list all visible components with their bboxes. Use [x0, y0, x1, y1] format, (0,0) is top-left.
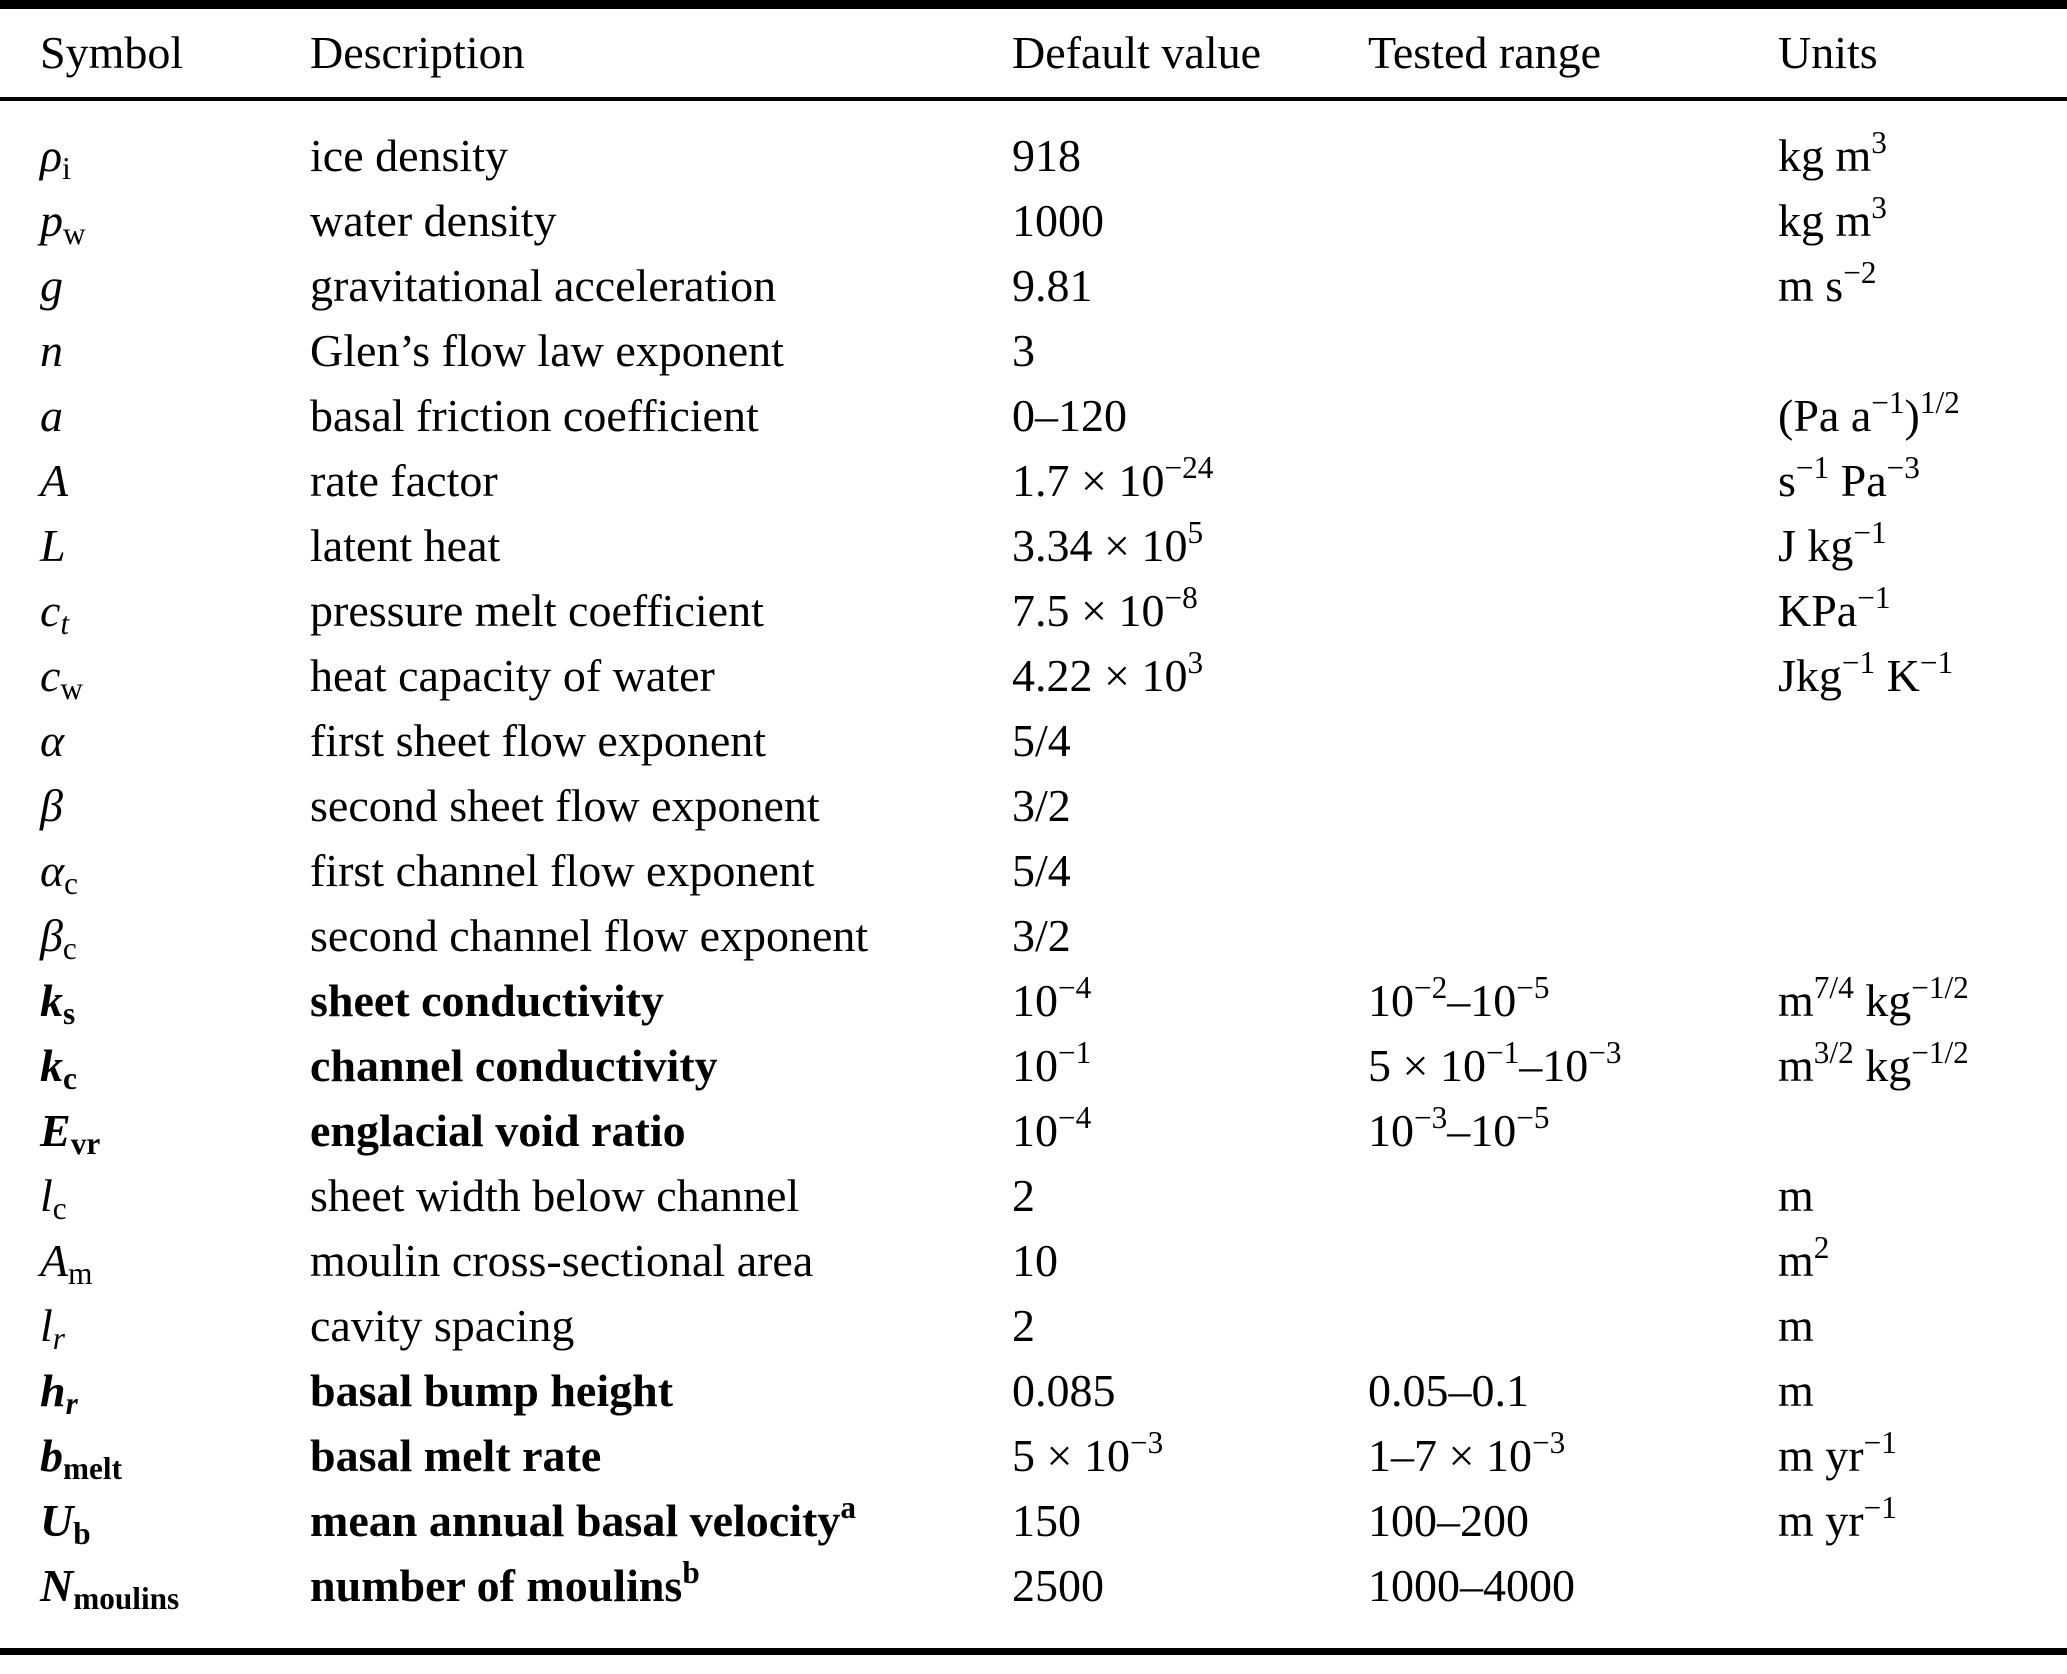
symbol-cell: $b_{melt}$ — [40, 1429, 123, 1487]
symbol-cell: g — [40, 259, 63, 311]
default-value-cell: 0.085 — [1012, 1364, 1116, 1416]
units-cell: KPa$^{-1}$ — [1778, 580, 1891, 636]
default-value-cell: $7.5 \times 10^{-8}$ — [1012, 580, 1198, 636]
tested-range-cell: 1000–4000 — [1368, 1559, 1575, 1611]
units-cell — [1778, 838, 2067, 903]
tested-range-cell: $10^{-3}-10^{-5}$ — [1368, 1100, 1550, 1156]
units-cell: m — [1778, 1299, 1814, 1351]
symbol-cell: $A_m$ — [40, 1234, 93, 1292]
symbol-cell: A — [40, 454, 69, 506]
symbol-cell: $E_{vr}$ — [40, 1104, 101, 1162]
tested-range-cell — [1368, 1228, 1778, 1293]
description-cell: cavity spacing — [310, 1299, 575, 1351]
table-row — [0, 253, 2067, 318]
table-row — [0, 1228, 2067, 1293]
units-cell: kg $m^3$ — [1778, 125, 1887, 181]
units-cell: $m^{3/2}$ $kg^{-1/2}$ — [1778, 1035, 1969, 1091]
units-cell — [1778, 1553, 2067, 1652]
description-cell: water density — [310, 194, 557, 246]
description-cell: first channel flow exponent — [310, 844, 815, 896]
units-cell: kg $m^3$ — [1778, 190, 1887, 246]
default-value-cell: $4.22 \times 10^3$ — [1012, 645, 1204, 701]
units-cell — [1778, 318, 2067, 383]
tested-range-cell — [1368, 253, 1778, 318]
default-value-cell: 3/2 — [1012, 779, 1071, 831]
symbol-cell: $\alpha_c$ — [40, 844, 79, 902]
description-cell: Glen’s flow law exponent — [310, 324, 784, 376]
units-cell: m $yr^{-1}$ — [1778, 1490, 1897, 1546]
symbol-cell: $\rho_i$ — [40, 129, 71, 187]
default-value-cell: 0–120 — [1012, 389, 1127, 441]
units-cell: m — [1778, 1364, 1814, 1416]
units-cell: $m^{7/4}$ $kg^{-1/2}$ — [1778, 970, 1969, 1026]
symbol-cell: $h_r$ — [40, 1364, 78, 1422]
default-value-cell: 3 — [1012, 324, 1035, 376]
symbol-cell: n — [40, 324, 63, 376]
tested-range-cell — [1368, 1163, 1778, 1228]
table-row — [0, 99, 2067, 188]
units-cell: m $s^{-2}$ — [1778, 255, 1877, 311]
table-row — [0, 838, 2067, 903]
table-row — [0, 188, 2067, 253]
symbol-cell: $k_c$ — [40, 1039, 77, 1097]
table-row — [0, 1163, 2067, 1228]
table-row — [0, 1488, 2067, 1553]
description-cell: second sheet flow exponent — [310, 779, 820, 831]
default-value-cell: 10 — [1012, 1234, 1058, 1286]
description-cell: heat capacity of water — [310, 649, 715, 701]
tested-range-cell — [1368, 318, 1778, 383]
symbol-cell: α — [40, 714, 65, 766]
table-row — [0, 383, 2067, 448]
description-cell: basal friction coefficient — [310, 389, 759, 441]
column-header-default-value: Default value — [1012, 5, 1368, 100]
units-cell — [1778, 903, 2067, 968]
table-row — [0, 708, 2067, 773]
tested-range-cell: $1-7 \times 10^{-3}$ — [1368, 1425, 1566, 1481]
default-value-cell: 918 — [1012, 129, 1081, 181]
description-cell: channel conductivity — [310, 1039, 718, 1091]
tested-range-cell — [1368, 1293, 1778, 1358]
default-value-cell: 9.81 — [1012, 259, 1093, 311]
default-value-cell: 5/4 — [1012, 844, 1071, 896]
table-row — [0, 578, 2067, 643]
symbol-cell: $U_b$ — [40, 1494, 91, 1552]
tested-range-cell — [1368, 383, 1778, 448]
tested-range-cell — [1368, 708, 1778, 773]
units-cell — [1778, 773, 2067, 838]
table-row — [0, 968, 2067, 1033]
column-header-units: Units — [1778, 5, 2067, 100]
table-row — [0, 318, 2067, 383]
units-cell: m — [1778, 1169, 1814, 1221]
default-value-cell: $3.34 \times 10^5$ — [1012, 515, 1204, 571]
description-cell: englacial void ratio — [310, 1104, 686, 1156]
tested-range-cell — [1368, 643, 1778, 708]
table-row — [0, 643, 2067, 708]
table-row — [0, 1033, 2067, 1098]
default-value-cell: 150 — [1012, 1494, 1081, 1546]
description-cell: rate factor — [310, 454, 498, 506]
default-value-cell: $5 \times 10^{-3}$ — [1012, 1425, 1164, 1481]
symbol-cell: $c_w$ — [40, 649, 84, 707]
column-header-description: Description — [310, 5, 1012, 100]
description-cell: sheet conductivity — [310, 974, 664, 1026]
tested-range-cell: 0.05–0.1 — [1368, 1364, 1529, 1416]
table-row — [0, 903, 2067, 968]
units-cell: Jkg$^{-1}$ $K^{-1}$ — [1778, 645, 1954, 701]
units-cell: (Pa $a^{-1})^{1/2}$ — [1778, 385, 1960, 441]
symbol-cell: β — [40, 779, 63, 831]
description-cell: first sheet flow exponent — [310, 714, 767, 766]
default-value-cell: 3/2 — [1012, 909, 1071, 961]
tested-range-cell: $5 \times 10^{-1}-10^{-3}$ — [1368, 1035, 1622, 1091]
symbol-cell: $l_c$ — [40, 1169, 67, 1227]
tested-range-cell — [1368, 903, 1778, 968]
table-row — [0, 448, 2067, 513]
table-row — [0, 513, 2067, 578]
description-cell: moulin cross-sectional area — [310, 1234, 814, 1286]
default-value-cell: 2 — [1012, 1299, 1035, 1351]
units-cell — [1778, 708, 2067, 773]
table-row — [0, 1423, 2067, 1488]
table-body — [0, 99, 2067, 1652]
default-value-cell: $10^{-1}$ — [1012, 1035, 1092, 1091]
tested-range-cell — [1368, 578, 1778, 643]
description-cell: mean annual basal velocity$^a$ — [310, 1490, 856, 1546]
units-cell: $s^{-1}$ $Pa^{-3}$ — [1778, 450, 1920, 506]
table-row — [0, 773, 2067, 838]
default-value-cell: 5/4 — [1012, 714, 1071, 766]
description-cell: number of moulins$^b$ — [310, 1555, 700, 1611]
header-row — [0, 5, 2067, 100]
symbol-cell: $\beta_c$ — [40, 909, 77, 967]
symbol-cell: $c_t$ — [40, 584, 70, 642]
symbol-cell: $p_w$ — [40, 194, 86, 252]
table-header — [0, 5, 2067, 100]
table-row — [0, 1098, 2067, 1163]
description-cell: sheet width below channel — [310, 1169, 800, 1221]
table-row — [0, 1553, 2067, 1652]
description-cell: basal bump height — [310, 1364, 674, 1416]
tested-range-cell — [1368, 513, 1778, 578]
tested-range-cell — [1368, 773, 1778, 838]
default-value-cell: $1.7 \times 10^{-24}$ — [1012, 450, 1214, 506]
tested-range-cell — [1368, 188, 1778, 253]
description-cell: gravitational acceleration — [310, 259, 777, 311]
units-cell: J $kg^{-1}$ — [1778, 515, 1887, 571]
description-cell: pressure melt coefficient — [310, 584, 764, 636]
units-cell: $m^2$ — [1778, 1230, 1830, 1286]
description-cell: latent heat — [310, 519, 501, 571]
symbol-cell: L — [40, 519, 66, 571]
tested-range-cell: $10^{-2}-10^{-5}$ — [1368, 970, 1550, 1026]
table-row — [0, 1358, 2067, 1423]
column-header-symbol: Symbol — [0, 5, 310, 100]
default-value-cell: 2 — [1012, 1169, 1035, 1221]
description-cell: second channel flow exponent — [310, 909, 869, 961]
symbol-cell: a — [40, 389, 63, 441]
units-cell: m $yr^{-1}$ — [1778, 1425, 1897, 1481]
tested-range-cell — [1368, 99, 1778, 188]
description-cell: basal melt rate — [310, 1429, 602, 1481]
units-cell — [1778, 1098, 2067, 1163]
symbol-cell: $N_{moulins}$ — [40, 1559, 180, 1617]
tested-range-cell: 100–200 — [1368, 1494, 1529, 1546]
description-cell: ice density — [310, 129, 508, 181]
column-header-tested-range: Tested range — [1368, 5, 1778, 100]
default-value-cell: 1000 — [1012, 194, 1104, 246]
symbol-cell: $k_s$ — [40, 974, 76, 1032]
table-row — [0, 1293, 2067, 1358]
default-value-cell: $10^{-4}$ — [1012, 1100, 1092, 1156]
default-value-cell: $10^{-4}$ — [1012, 970, 1092, 1026]
tested-range-cell — [1368, 448, 1778, 513]
default-value-cell: 2500 — [1012, 1559, 1104, 1611]
tested-range-cell — [1368, 838, 1778, 903]
symbol-cell: $l_r$ — [40, 1299, 65, 1357]
